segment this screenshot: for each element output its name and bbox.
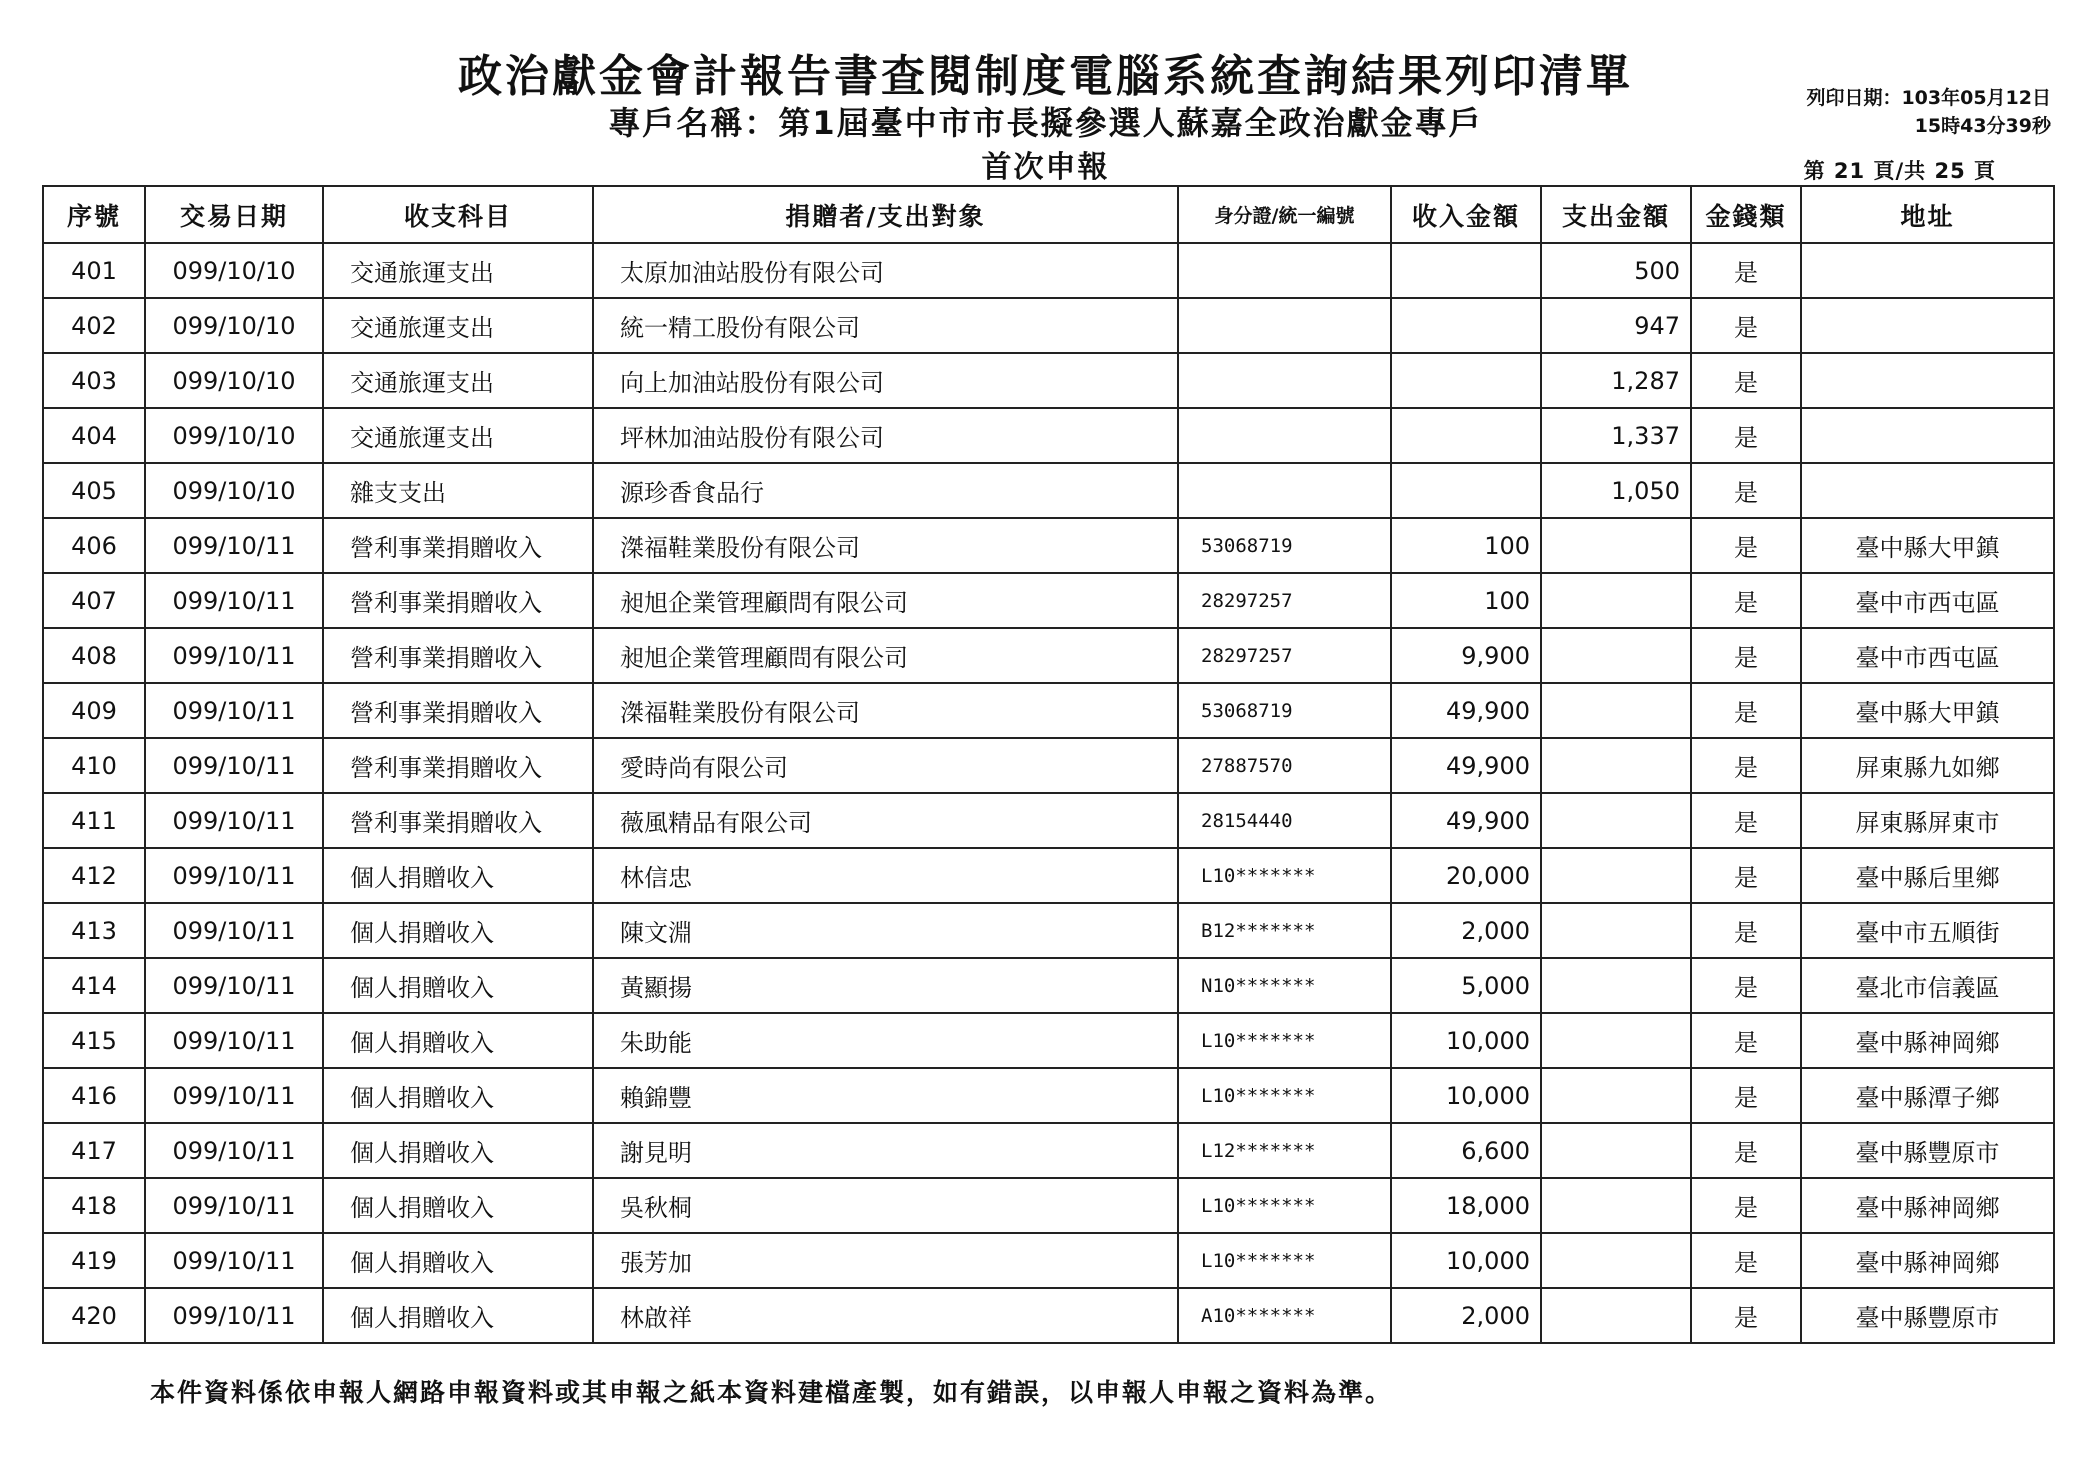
column-header: 收支科目 <box>323 186 593 243</box>
table-row <box>43 1178 2054 1233</box>
cell-transaction-date: 099/10/10 <box>145 463 323 518</box>
cell-category: 營利事業捐贈收入 <box>323 518 593 573</box>
cell-party: 太原加油站股份有限公司 <box>593 243 1178 298</box>
document-title: 政治獻金會計報告書查閱制度電腦系統查詢結果列印清單 <box>458 51 1633 102</box>
cell-expense <box>1541 518 1691 573</box>
cell-id-number: B12******* <box>1178 903 1391 958</box>
cell-expense: 1,337 <box>1541 408 1691 463</box>
cell-category: 交通旅運支出 <box>323 353 593 408</box>
cell-id-number <box>1178 463 1391 518</box>
cell-transaction-date: 099/10/10 <box>145 353 323 408</box>
table-row <box>43 903 2054 958</box>
cell-expense <box>1541 738 1691 793</box>
cell-party: 薇風精品有限公司 <box>593 793 1178 848</box>
cell-id-number: L12******* <box>1178 1123 1391 1178</box>
cell-party: 林信忠 <box>593 848 1178 903</box>
cell-transaction-date: 099/10/11 <box>145 1068 323 1123</box>
cell-address: 臺北市信義區 <box>1801 958 2054 1013</box>
cell-transaction-date: 099/10/11 <box>145 1233 323 1288</box>
cell-transaction-date: 099/10/11 <box>145 1178 323 1233</box>
cell-address <box>1801 243 2054 298</box>
cell-party: 滐福鞋業股份有限公司 <box>593 518 1178 573</box>
cell-address <box>1801 463 2054 518</box>
footer-note: 本件資料係依申報人網路申報資料或其申報之紙本資料建檔產製，如有錯誤，以申報人申報之資料為準。 <box>150 1378 1393 1407</box>
cell-address: 臺中縣豐原市 <box>1801 1123 2054 1178</box>
cell-income: 100 <box>1391 573 1541 628</box>
table-row <box>43 243 2054 298</box>
cell-address <box>1801 353 2054 408</box>
cell-transaction-date: 099/10/11 <box>145 958 323 1013</box>
cell-income: 2,000 <box>1391 903 1541 958</box>
table-row <box>43 1123 2054 1178</box>
print-info <box>1806 84 2051 140</box>
cell-transaction-date: 099/10/11 <box>145 1288 323 1343</box>
cell-income <box>1391 353 1541 408</box>
cell-id-number <box>1178 243 1391 298</box>
cell-income: 10,000 <box>1391 1068 1541 1123</box>
cell-serial-no: 420 <box>43 1288 145 1343</box>
cell-party: 愛時尚有限公司 <box>593 738 1178 793</box>
table-row <box>43 1288 2054 1343</box>
cell-cash-type: 是 <box>1691 1123 1801 1178</box>
cell-id-number: N10******* <box>1178 958 1391 1013</box>
cell-income: 49,900 <box>1391 738 1541 793</box>
cell-expense: 1,050 <box>1541 463 1691 518</box>
report-type: 首次申報 <box>981 150 1110 185</box>
cell-income: 10,000 <box>1391 1233 1541 1288</box>
cell-cash-type: 是 <box>1691 1288 1801 1343</box>
cell-category: 個人捐贈收入 <box>323 1288 593 1343</box>
cell-income <box>1391 408 1541 463</box>
cell-transaction-date: 099/10/11 <box>145 1123 323 1178</box>
cell-expense <box>1541 903 1691 958</box>
print-date: 列印日期：103年05月12日 <box>1806 87 2051 109</box>
cell-party: 源珍香食品行 <box>593 463 1178 518</box>
cell-id-number: L10******* <box>1178 1178 1391 1233</box>
cell-cash-type: 是 <box>1691 573 1801 628</box>
cell-serial-no: 414 <box>43 958 145 1013</box>
cell-party: 賴錦豐 <box>593 1068 1178 1123</box>
cell-category: 個人捐贈收入 <box>323 1123 593 1178</box>
table-row <box>43 1068 2054 1123</box>
cell-category: 交通旅運支出 <box>323 298 593 353</box>
cell-expense: 1,287 <box>1541 353 1691 408</box>
table-row <box>43 628 2054 683</box>
cell-address: 臺中市五順街 <box>1801 903 2054 958</box>
cell-address: 臺中縣神岡鄉 <box>1801 1013 2054 1068</box>
cell-party: 滐福鞋業股份有限公司 <box>593 683 1178 738</box>
cell-category: 營利事業捐贈收入 <box>323 628 593 683</box>
cell-serial-no: 411 <box>43 793 145 848</box>
cell-serial-no: 404 <box>43 408 145 463</box>
cell-cash-type: 是 <box>1691 1178 1801 1233</box>
cell-expense <box>1541 848 1691 903</box>
cell-category: 個人捐贈收入 <box>323 1068 593 1123</box>
table-row <box>43 683 2054 738</box>
cell-expense: 500 <box>1541 243 1691 298</box>
cell-id-number: L10******* <box>1178 1233 1391 1288</box>
cell-address: 臺中市西屯區 <box>1801 628 2054 683</box>
cell-id-number <box>1178 408 1391 463</box>
cell-address: 屏東縣屏東市 <box>1801 793 2054 848</box>
account-name: 專戶名稱：第1屆臺中市市長擬參選人蘇嘉全政治獻金專戶 <box>608 104 1483 142</box>
table-row <box>43 353 2054 408</box>
cell-expense <box>1541 1178 1691 1233</box>
cell-serial-no: 402 <box>43 298 145 353</box>
cell-id-number <box>1178 353 1391 408</box>
table-row <box>43 793 2054 848</box>
cell-transaction-date: 099/10/10 <box>145 243 323 298</box>
cell-id-number: A10******* <box>1178 1288 1391 1343</box>
cell-serial-no: 416 <box>43 1068 145 1123</box>
cell-cash-type: 是 <box>1691 1068 1801 1123</box>
cell-serial-no: 401 <box>43 243 145 298</box>
cell-party: 張芳加 <box>593 1233 1178 1288</box>
cell-category: 個人捐贈收入 <box>323 1178 593 1233</box>
cell-cash-type: 是 <box>1691 848 1801 903</box>
cell-category: 營利事業捐贈收入 <box>323 683 593 738</box>
cell-category: 雜支支出 <box>323 463 593 518</box>
cell-id-number: L10******* <box>1178 1013 1391 1068</box>
cell-id-number: 28297257 <box>1178 573 1391 628</box>
table-row <box>43 738 2054 793</box>
cell-party: 吳秋桐 <box>593 1178 1178 1233</box>
cell-cash-type: 是 <box>1691 1013 1801 1068</box>
cell-expense <box>1541 1123 1691 1178</box>
column-header: 序號 <box>43 186 145 243</box>
cell-id-number: 53068719 <box>1178 683 1391 738</box>
cell-cash-type: 是 <box>1691 628 1801 683</box>
table-row <box>43 848 2054 903</box>
cell-address: 屏東縣九如鄉 <box>1801 738 2054 793</box>
cell-address: 臺中縣大甲鎮 <box>1801 683 2054 738</box>
cell-category: 營利事業捐贈收入 <box>323 573 593 628</box>
cell-category: 營利事業捐贈收入 <box>323 738 593 793</box>
cell-cash-type: 是 <box>1691 738 1801 793</box>
cell-transaction-date: 099/10/11 <box>145 848 323 903</box>
cell-party: 陳文淵 <box>593 903 1178 958</box>
cell-expense <box>1541 1233 1691 1288</box>
column-header: 捐贈者/支出對象 <box>593 186 1178 243</box>
cell-expense <box>1541 573 1691 628</box>
cell-serial-no: 410 <box>43 738 145 793</box>
cell-income: 18,000 <box>1391 1178 1541 1233</box>
cell-cash-type: 是 <box>1691 958 1801 1013</box>
cell-category: 個人捐贈收入 <box>323 848 593 903</box>
table-row <box>43 298 2054 353</box>
cell-party: 昶旭企業管理顧問有限公司 <box>593 573 1178 628</box>
cell-address <box>1801 298 2054 353</box>
cell-category: 營利事業捐贈收入 <box>323 793 593 848</box>
ledger-table <box>42 185 2055 1344</box>
cell-party: 昶旭企業管理顧問有限公司 <box>593 628 1178 683</box>
cell-id-number: 53068719 <box>1178 518 1391 573</box>
cell-income <box>1391 463 1541 518</box>
cell-category: 個人捐贈收入 <box>323 1013 593 1068</box>
cell-expense: 947 <box>1541 298 1691 353</box>
column-header: 金錢類 <box>1691 186 1801 243</box>
table-row <box>43 1233 2054 1288</box>
cell-cash-type: 是 <box>1691 793 1801 848</box>
cell-id-number <box>1178 298 1391 353</box>
cell-cash-type: 是 <box>1691 1233 1801 1288</box>
cell-serial-no: 412 <box>43 848 145 903</box>
cell-cash-type: 是 <box>1691 683 1801 738</box>
cell-income: 49,900 <box>1391 683 1541 738</box>
cell-expense <box>1541 628 1691 683</box>
cell-party: 謝見明 <box>593 1123 1178 1178</box>
cell-transaction-date: 099/10/11 <box>145 573 323 628</box>
table-row <box>43 463 2054 518</box>
cell-party: 向上加油站股份有限公司 <box>593 353 1178 408</box>
cell-income: 20,000 <box>1391 848 1541 903</box>
cell-income: 10,000 <box>1391 1013 1541 1068</box>
cell-transaction-date: 099/10/10 <box>145 298 323 353</box>
table-row <box>43 1013 2054 1068</box>
cell-expense <box>1541 683 1691 738</box>
cell-cash-type: 是 <box>1691 463 1801 518</box>
cell-address <box>1801 408 2054 463</box>
column-header: 交易日期 <box>145 186 323 243</box>
cell-address: 臺中縣豐原市 <box>1801 1288 2054 1343</box>
cell-serial-no: 417 <box>43 1123 145 1178</box>
table-row <box>43 573 2054 628</box>
cell-party: 統一精工股份有限公司 <box>593 298 1178 353</box>
column-header: 身分證/統一編號 <box>1178 186 1391 243</box>
cell-transaction-date: 099/10/11 <box>145 518 323 573</box>
column-header: 支出金額 <box>1541 186 1691 243</box>
cell-serial-no: 415 <box>43 1013 145 1068</box>
cell-category: 交通旅運支出 <box>323 243 593 298</box>
cell-cash-type: 是 <box>1691 903 1801 958</box>
cell-category: 個人捐贈收入 <box>323 958 593 1013</box>
cell-address: 臺中市西屯區 <box>1801 573 2054 628</box>
column-header: 收入金額 <box>1391 186 1541 243</box>
cell-serial-no: 419 <box>43 1233 145 1288</box>
cell-transaction-date: 099/10/11 <box>145 683 323 738</box>
cell-cash-type: 是 <box>1691 353 1801 408</box>
cell-transaction-date: 099/10/11 <box>145 793 323 848</box>
cell-income: 5,000 <box>1391 958 1541 1013</box>
cell-address: 臺中縣神岡鄉 <box>1801 1178 2054 1233</box>
table-header-row <box>43 186 2054 243</box>
cell-cash-type: 是 <box>1691 243 1801 298</box>
cell-category: 個人捐贈收入 <box>323 1233 593 1288</box>
cell-expense <box>1541 1013 1691 1068</box>
cell-id-number: 28297257 <box>1178 628 1391 683</box>
cell-serial-no: 418 <box>43 1178 145 1233</box>
cell-transaction-date: 099/10/11 <box>145 738 323 793</box>
cell-id-number: 27887570 <box>1178 738 1391 793</box>
cell-income: 9,900 <box>1391 628 1541 683</box>
cell-address: 臺中縣潭子鄉 <box>1801 1068 2054 1123</box>
page-indicator: 第 21 頁/共 25 頁 <box>1803 159 1996 183</box>
cell-cash-type: 是 <box>1691 298 1801 353</box>
cell-id-number: 28154440 <box>1178 793 1391 848</box>
table-row <box>43 518 2054 573</box>
cell-address: 臺中縣神岡鄉 <box>1801 1233 2054 1288</box>
cell-serial-no: 408 <box>43 628 145 683</box>
cell-party: 朱助能 <box>593 1013 1178 1068</box>
cell-cash-type: 是 <box>1691 518 1801 573</box>
cell-expense <box>1541 1068 1691 1123</box>
cell-income: 100 <box>1391 518 1541 573</box>
cell-income <box>1391 298 1541 353</box>
cell-cash-type: 是 <box>1691 408 1801 463</box>
cell-expense <box>1541 958 1691 1013</box>
cell-serial-no: 407 <box>43 573 145 628</box>
cell-address: 臺中縣大甲鎮 <box>1801 518 2054 573</box>
table-row <box>43 958 2054 1013</box>
cell-serial-no: 413 <box>43 903 145 958</box>
cell-income: 2,000 <box>1391 1288 1541 1343</box>
cell-income: 49,900 <box>1391 793 1541 848</box>
cell-expense <box>1541 793 1691 848</box>
cell-address: 臺中縣后里鄉 <box>1801 848 2054 903</box>
cell-serial-no: 409 <box>43 683 145 738</box>
cell-id-number: L10******* <box>1178 848 1391 903</box>
cell-expense <box>1541 1288 1691 1343</box>
cell-category: 個人捐贈收入 <box>323 903 593 958</box>
print-time: 15時43分39秒 <box>1914 115 2051 137</box>
cell-income: 6,600 <box>1391 1123 1541 1178</box>
cell-party: 林啟祥 <box>593 1288 1178 1343</box>
cell-transaction-date: 099/10/11 <box>145 1013 323 1068</box>
cell-transaction-date: 099/10/10 <box>145 408 323 463</box>
cell-party: 坪林加油站股份有限公司 <box>593 408 1178 463</box>
cell-transaction-date: 099/10/11 <box>145 628 323 683</box>
cell-party: 黃顯揚 <box>593 958 1178 1013</box>
cell-transaction-date: 099/10/11 <box>145 903 323 958</box>
cell-serial-no: 405 <box>43 463 145 518</box>
cell-serial-no: 406 <box>43 518 145 573</box>
cell-category: 交通旅運支出 <box>323 408 593 463</box>
cell-serial-no: 403 <box>43 353 145 408</box>
cell-income <box>1391 243 1541 298</box>
cell-id-number: L10******* <box>1178 1068 1391 1123</box>
table-row <box>43 408 2054 463</box>
column-header: 地址 <box>1801 186 2054 243</box>
